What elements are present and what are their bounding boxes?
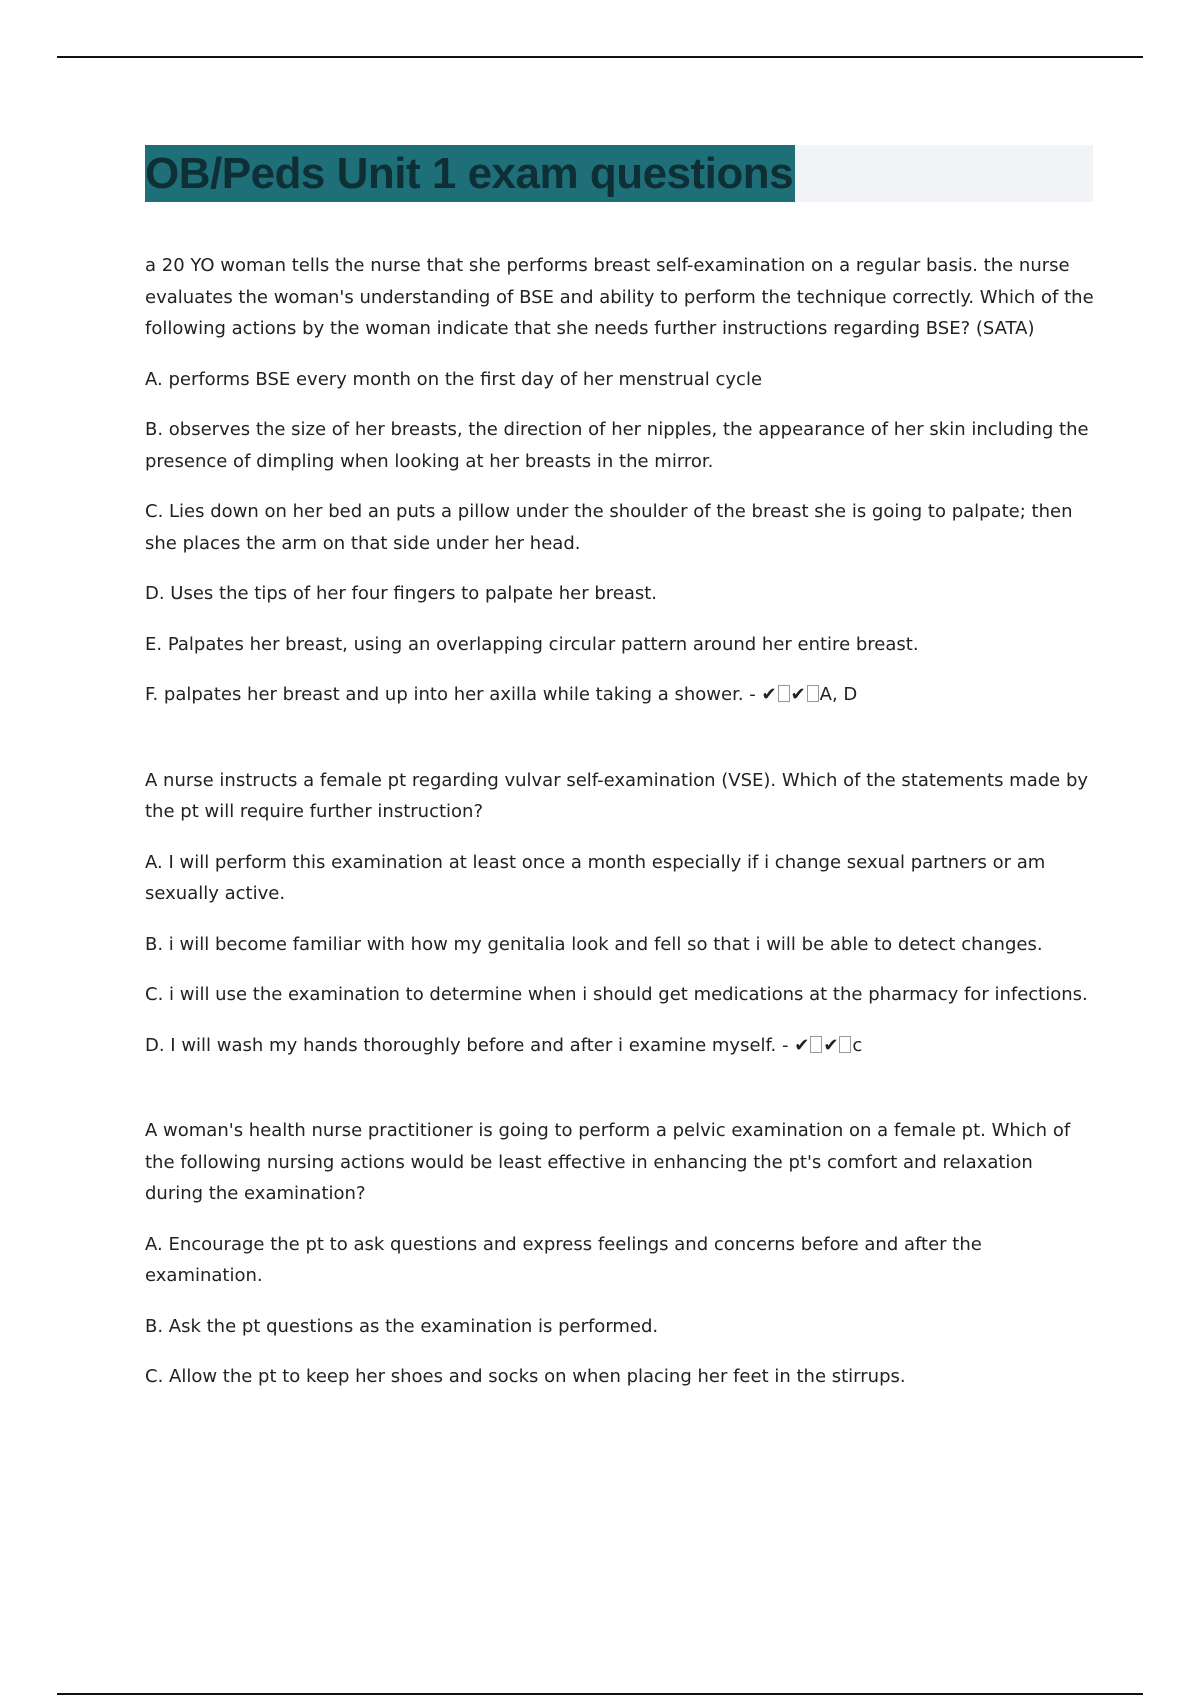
answer-option: B. Ask the pt questions as the examination is performed. [145, 1315, 659, 1337]
title-wrap [145, 145, 795, 202]
answer-option: A. Encourage the pt to ask questions and express feelings and concerns before and after the examination. [145, 1233, 982, 1286]
missing-glyph-box-icon [839, 1036, 851, 1053]
question-stem: a 20 YO woman tells the nurse that she performs breast self-examination on a regular basis. the nurse evaluates the woman's understanding of BSE and ability to perform the technique correctly. Which of the following actions by the woman indicate that she needs further instructions regarding BSE? (SATA) [145, 255, 1094, 339]
document-body [145, 250, 1095, 1447]
check-mark-icon: ✔ [823, 1034, 839, 1056]
document-title: OB/Peds Unit 1 exam questions [145, 145, 795, 202]
answer-option: B. i will become familiar with how my genitalia look and fell so that i will be able to detect changes. [145, 933, 1043, 955]
question-stem: A woman's health nurse practitioner is going to perform a pelvic examination on a female pt. Which of the following nursing actions would be least effective in enhancing the pt's comfort and relaxation during the examination? [145, 1120, 1071, 1204]
bottom-rule [57, 1693, 1143, 1695]
check-mark-icon: ✔ [761, 684, 777, 705]
question-block-2 [145, 765, 1095, 1062]
answer-key [761, 684, 857, 705]
answer-option: E. Palpates her breast, using an overlapping circular pattern around her entire breast. [145, 633, 919, 655]
question-block-1 [145, 250, 1095, 711]
answer-option: B. observes the size of her breasts, the direction of her nipples, the appearance of her skin including the presence of dimpling when looking at her breasts in the mirror. [145, 419, 1089, 472]
answer-key [794, 1035, 862, 1056]
check-mark-icon: ✔ [790, 684, 806, 705]
answer-option: C. i will use the examination to determine when i should get medications at the pharmacy for infections. [145, 984, 1088, 1005]
answer-option: A. I will perform this examination at least once a month especially if i change sexual partners or am sexually active. [145, 851, 1046, 904]
top-rule [57, 56, 1143, 58]
answer-value: c [852, 1034, 863, 1056]
answer-value: A, D [819, 684, 858, 705]
answer-option: D. Uses the tips of her four fingers to palpate her breast. [145, 583, 658, 604]
check-mark-icon: ✔ [794, 1034, 810, 1056]
answer-option-text: F. palpates her breast and up into her axilla while taking a shower. - [145, 684, 762, 705]
question-stem: A nurse instructs a female pt regarding vulvar self-examination (VSE). Which of the statements made by the pt will require further instruction? [145, 769, 1089, 822]
missing-glyph-box-icon [778, 685, 790, 702]
answer-option-with-key [145, 1030, 1095, 1062]
answer-option: C. Allow the pt to keep her shoes and socks on when placing her feet in the stirrups. [145, 1366, 906, 1387]
missing-glyph-box-icon [810, 1036, 822, 1053]
answer-option-text: D. I will wash my hands thoroughly before and after i examine myself. - [145, 1034, 795, 1056]
question-block-3 [145, 1115, 1095, 1393]
missing-glyph-box-icon [807, 685, 819, 702]
answer-option: A. performs BSE every month on the first day of her menstrual cycle [145, 368, 763, 390]
answer-option: C. Lies down on her bed an puts a pillow under the shoulder of the breast she is going to palpate; then she places the arm on that side under her head. [145, 501, 1073, 554]
answer-option-with-key [145, 679, 1095, 711]
